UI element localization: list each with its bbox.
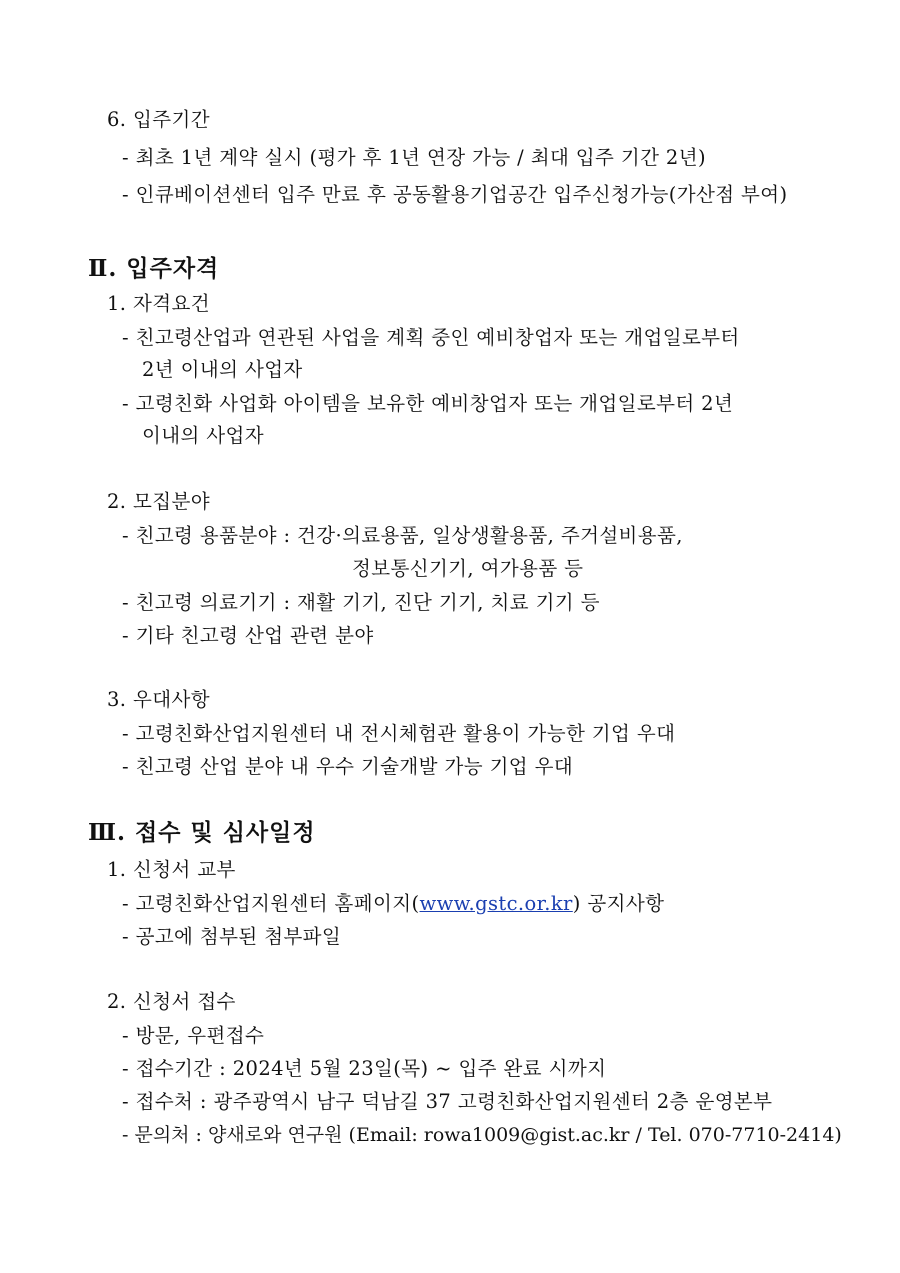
list-item: - 고령친화 사업화 아이템을 보유한 예비창업자 또는 개업일로부터 2년 <box>122 392 734 415</box>
list-item: - 최초 1년 계약 실시 (평가 후 1년 연장 가능 / 최대 입주 기간 2년) <box>122 146 706 169</box>
list-item-continuation: 2년 이내의 사업자 <box>142 358 303 381</box>
list-item-text: - 고령친화산업지원센터 홈페이지( <box>122 892 420 915</box>
list-item-text: ) 공지사항 <box>572 892 665 915</box>
list-item: - 친고령 산업 분야 내 우수 기술개발 가능 기업 우대 <box>122 755 574 778</box>
list-item: - 접수기간 : 2024년 5월 23일(목) ~ 입주 완료 시까지 <box>122 1057 607 1080</box>
section-title-eligibility: Ⅱ. 입주자격 <box>88 255 220 282</box>
list-item: - 친고령 용품분야 : 건강·의료용품, 일상생활용품, 주거설비용품, <box>122 524 683 547</box>
list-item: - 친고령 의료기기 : 재활 기기, 진단 기기, 치료 기기 등 <box>122 591 600 614</box>
heading-requirements: 1. 자격요건 <box>107 292 210 315</box>
list-item: - 고령친화산업지원센터 내 전시체험관 활용이 가능한 기업 우대 <box>122 722 676 745</box>
heading-recruitment-fields: 2. 모집분야 <box>107 490 210 513</box>
heading-preferences: 3. 우대사항 <box>107 688 210 711</box>
homepage-link[interactable]: www.gstc.or.kr <box>419 892 573 915</box>
section-title-schedule: Ⅲ. 접수 및 심사일정 <box>88 819 316 846</box>
list-item-homepage <box>122 890 664 918</box>
heading-application-distribution: 1. 신청서 교부 <box>107 858 236 881</box>
heading-application-submission: 2. 신청서 접수 <box>107 990 236 1013</box>
list-item: - 인큐베이션센터 입주 만료 후 공동활용기업공간 입주신청가능(가산점 부여) <box>122 183 788 206</box>
list-item: - 방문, 우편접수 <box>122 1024 265 1047</box>
list-item-continuation: 정보통신기기, 여가용품 등 <box>352 557 584 580</box>
list-item: - 친고령산업과 연관된 사업을 계획 중인 예비창업자 또는 개업일로부터 <box>122 326 740 349</box>
list-item-continuation: 이내의 사업자 <box>142 424 265 447</box>
list-item-contact: - 문의처 : 양새로와 연구원 (Email: rowa1009@gist.ac.kr / Tel. 070-7710-2414) <box>122 1124 842 1146</box>
list-item: - 기타 친고령 산업 관련 분야 <box>122 624 374 647</box>
list-item: - 공고에 첨부된 첨부파일 <box>122 925 342 948</box>
heading-residence-period: 6. 입주기간 <box>107 108 210 131</box>
list-item: - 접수처 : 광주광역시 남구 덕남길 37 고령친화산업지원센터 2층 운영본부 <box>122 1090 773 1113</box>
